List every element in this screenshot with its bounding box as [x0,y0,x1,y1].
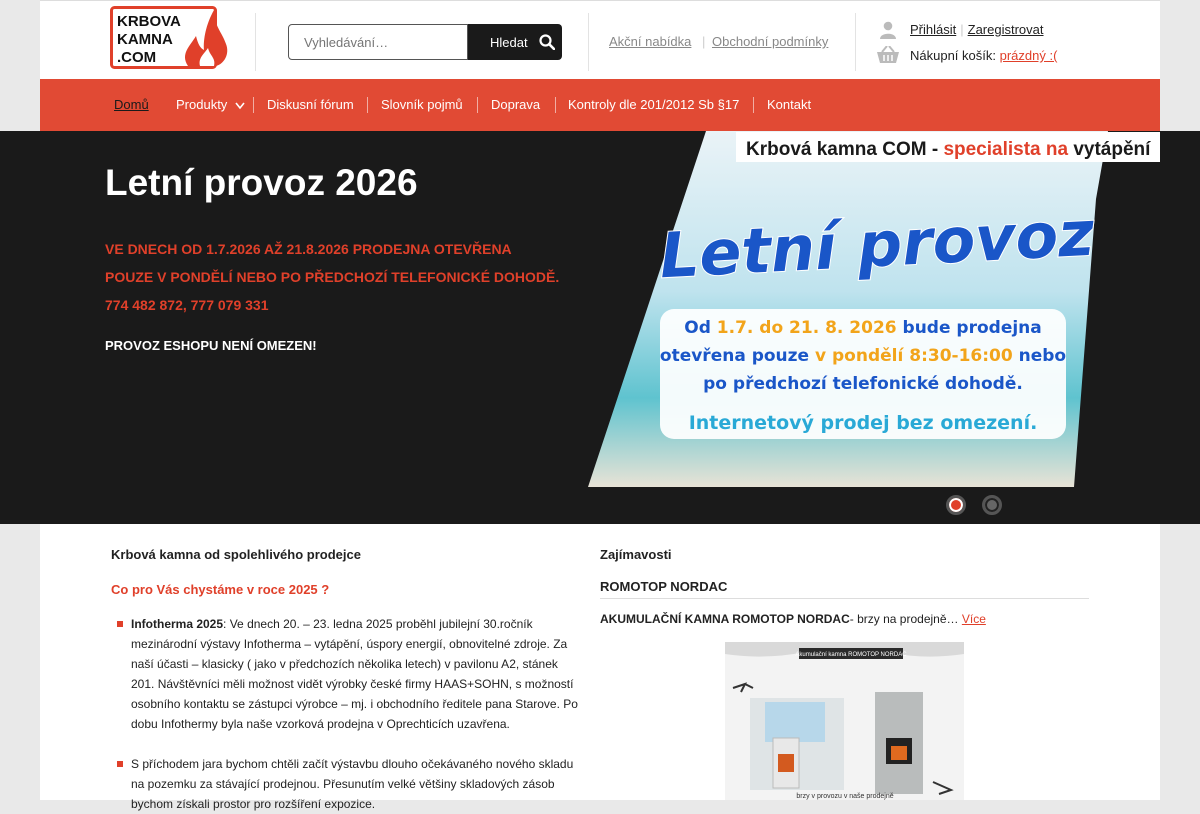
hero-phone-numbers: 774 482 872, 777 079 331 [105,297,269,313]
banner-line-4: Internetový prodej bez omezení. [688,412,1038,434]
link-obchodni-podminky[interactable]: Obchodní podmínky [712,34,829,49]
logo-text-line-3: .COM [117,49,157,66]
right-column-heading: Zajímavosti [600,547,672,562]
news-more-link[interactable]: Více [961,612,986,626]
news-bold-title: AKUMULAČNÍ KAMNA ROMOTOP NORDAC [600,612,850,626]
nav-item-slovnik-pojmu[interactable]: Slovník pojmů [381,97,463,112]
nav-divider [477,97,478,113]
news-text: - brzy na prodejně… [849,612,959,626]
news-title[interactable]: ROMOTOP NORDAC [600,579,1089,599]
nav-divider [367,97,368,113]
nav-item-domu[interactable]: Domů [114,97,149,112]
header-divider [588,13,589,71]
nordac-image [725,642,964,800]
main-navigation [40,79,1160,131]
hero-slider [0,131,1200,524]
hero-title: Letní provoz 2026 [105,162,418,203]
slider-dot-2[interactable] [982,495,1002,515]
search-button-label: Hledat [490,35,528,50]
warehouse-paragraph: S příchodem jara bychom chtěli začít výstavbu dlouho očekávaného nového skladu na pozemku za stávající prodejnou. Přesunutím velké většiny skladových zásob bychom získali prostor pro rozšíření expozice. [131,757,574,811]
banner-line-1-dates: 1.7. do 21. 8. 2026 [716,318,897,338]
search-button[interactable] [468,24,562,60]
register-link[interactable]: Zaregistrovat [967,22,1044,37]
left-column-subheading: Co pro Vás chystáme v roce 2025 ? [111,582,330,597]
news-image[interactable] [725,642,964,800]
nav-item-produkty[interactable] [176,97,245,112]
infotherma-text: : Ve dnech 20. – 23. ledna 2025 proběhl jubilejní 30.ročník mezinárodní výstavy Infotherma – vytápění, úspory energií, obnovitelné zdroje. Za naší účasti – klasicky ( jako v předchozích několika letech) v pavilonu A2, stánek 201. Návštěvníci měli možnost vidět výrobky české firmy HAAS+SOHN, s možností osobního kontaktu se zástupci výrobce – mj. i obchodního ředitele pana Starove. Po dobu Infothermy byla naše vzorková prodejna v Oprechticích uzavřena. [131,617,578,731]
nav-divider [555,97,556,113]
banner-line-2-c: nebo [1012,346,1067,366]
banner-line-1 [684,318,1042,338]
banner-line-3: po předchozí telefonické dohodě. [703,374,1023,394]
account-link-separator: | [960,22,964,37]
search-icon [539,34,555,50]
cart-label: Nákupní košík: [910,48,996,63]
site-header [40,0,1160,79]
nav-item-kontroly[interactable]: Kontroly dle 201/2012 Sb §17 [568,97,740,112]
header-divider [255,13,256,71]
user-icon [879,21,897,39]
banner-line-1-c: bude prodejna [896,318,1042,338]
nav-item-produkty-label: Produkty [176,97,228,112]
tagline-highlight: specialista na [943,139,1069,160]
infotherma-title: Infotherma 2025 [131,617,224,631]
nav-item-kontakt[interactable]: Kontakt [767,97,812,112]
nav-item-diskusni-forum[interactable]: Diskusní fórum [267,97,354,112]
specialist-tagline [736,132,1160,162]
site-logo[interactable] [110,6,230,69]
banner-line-2-hours: v pondělí 8:30-16:00 [815,346,1013,366]
nav-divider [253,97,254,113]
login-link[interactable]: Přihlásit [910,22,957,37]
news-image-caption: Akumulační kamna ROMOTOP NORDAC [795,652,907,658]
nav-divider [753,97,754,113]
infotherma-paragraph [131,614,581,734]
summer-banner-image[interactable] [588,131,1108,487]
slider-dot-1[interactable] [946,495,966,515]
banner-title: Letní provoz [657,196,1096,293]
link-akcni-nabidka[interactable]: Akční nabídka [609,34,692,49]
hero-eshop-notice: PROVOZ ESHOPU NENÍ OMEZEN! [105,338,317,353]
tagline-part-3: vytápění [1068,139,1151,160]
bullet-icon [117,621,123,627]
nav-item-doprava[interactable]: Doprava [491,97,541,112]
logo-text-line-1: KRBOVA [117,13,181,30]
search-input[interactable] [288,24,468,60]
hero-notice-line-2: POUZE V PONDĚLÍ NEBO PO PŘEDCHOZÍ TELEFONICKÉ DOHODĚ. [105,269,560,285]
banner-line-1-a: Od [684,318,717,338]
link-separator: | [702,34,706,49]
header-divider [855,13,856,71]
bullet-icon [117,761,123,767]
account-links [910,22,1044,37]
hero-notice-line-1: VE DNECH OD 1.7.2026 AŽ 21.8.2026 PRODEJNA OTEVŘENA [105,241,512,257]
news-summary [600,612,986,626]
cart-status-link[interactable]: prázdný :( [999,48,1058,63]
cart-icon [875,46,901,66]
banner-line-2 [660,346,1066,366]
news-image-footer: brzy v provozu v naše prodejně [796,793,894,800]
left-column-heading: Krbová kamna od spolehlivého prodejce [111,547,361,562]
tagline-part-1: Krbová kamna COM - [746,139,944,160]
logo-text-line-2: KAMNA [117,31,173,48]
banner-line-2-a: otevřena pouze [659,346,816,366]
cart-summary [910,48,1057,63]
chevron-down-icon [235,102,245,110]
